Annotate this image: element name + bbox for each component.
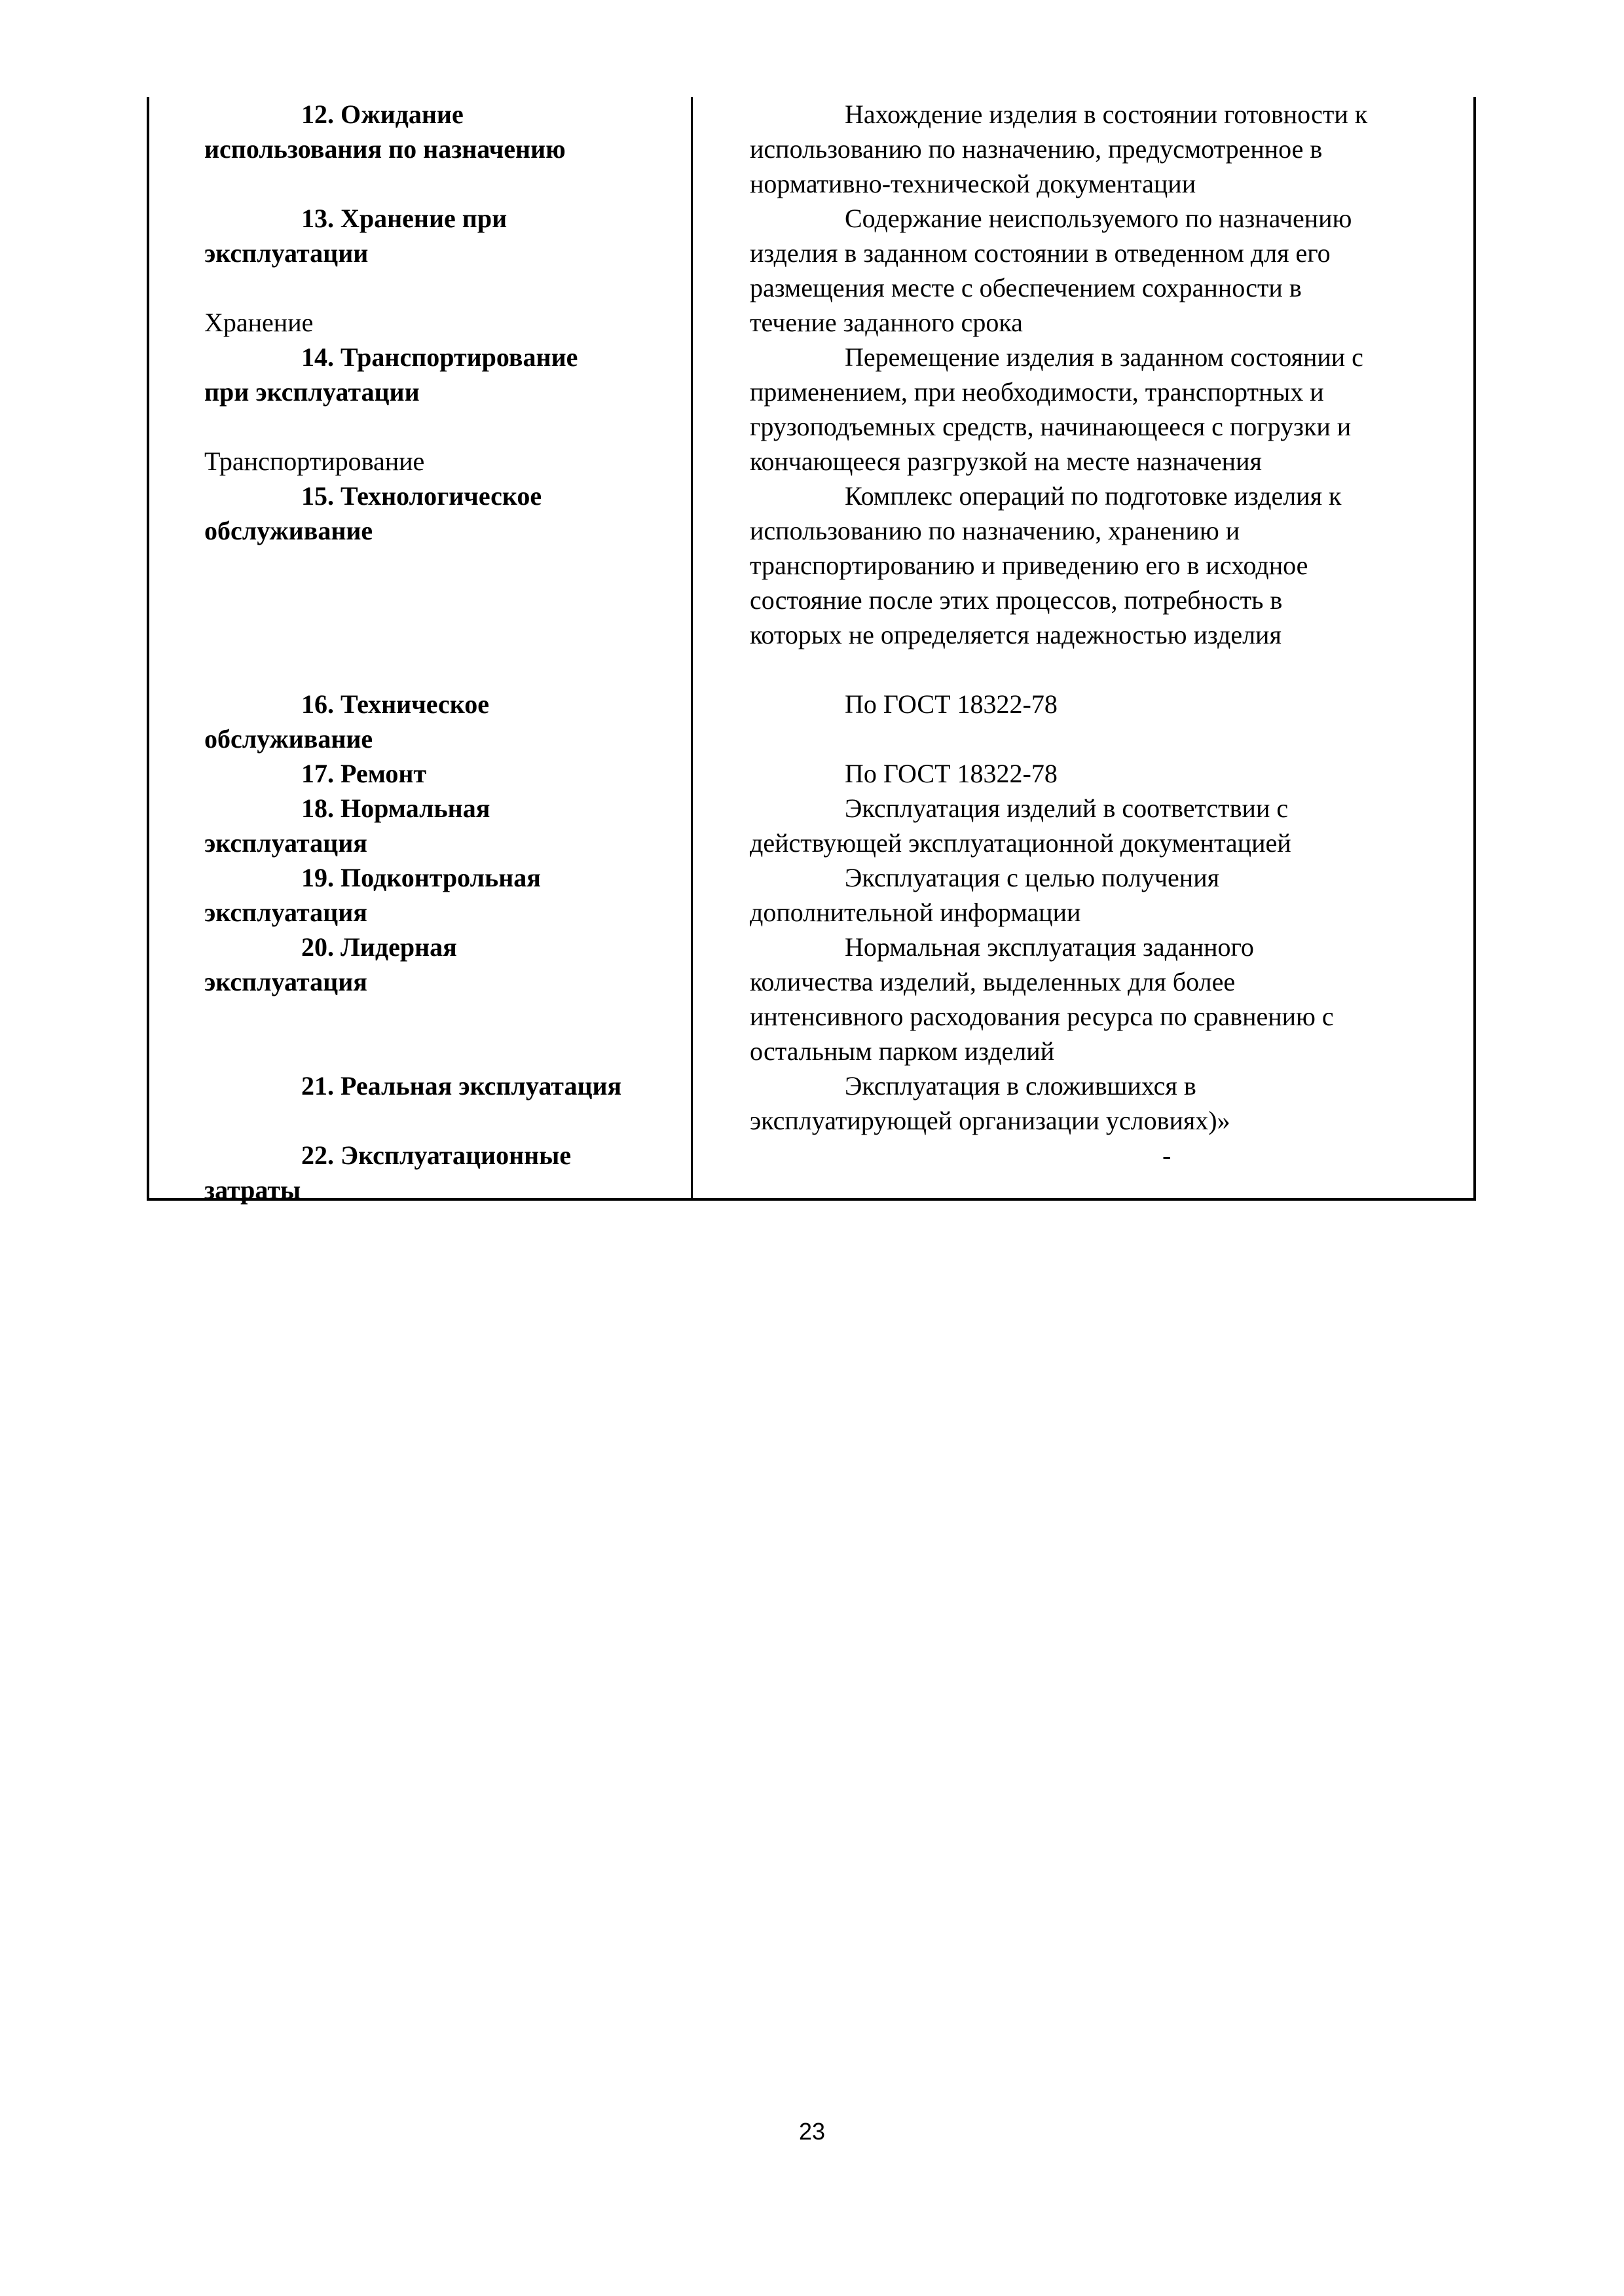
def-20-line-3: интенсивного расходования ресурса по сравнению с	[750, 1002, 1334, 1031]
def-13-line-4: течение заданного срока	[750, 308, 1023, 337]
term-13-line-2: эксплуатации	[204, 238, 369, 268]
term-12-line-2: использования по назначению	[204, 134, 566, 164]
term-14-line-1: 14. Транспортирование	[301, 342, 578, 372]
def-13-line-2: изделия в заданном состоянии в отведенном для его	[750, 238, 1331, 268]
term-16-line-1: 16. Техническое	[301, 689, 490, 719]
column-divider	[691, 97, 693, 1201]
term-15-line-1: 15. Технологическое	[301, 481, 542, 511]
def-12-line-2: использованию по назначению, предусмотренное в	[750, 134, 1323, 164]
def-20-line-4: остальным парком изделий	[750, 1036, 1055, 1066]
def-17-line-1: По ГОСТ 18322-78	[845, 759, 1058, 788]
def-15-line-4: состояние после этих процессов, потребность в	[750, 585, 1283, 615]
page-number: 23	[798, 2118, 826, 2145]
def-14-line-2: применением, при необходимости, транспортных и	[750, 377, 1324, 407]
def-12-line-1: Нахождение изделия в состоянии готовности к	[845, 100, 1368, 129]
def-21-line-2: эксплуатирующей организации условиях)»	[750, 1106, 1230, 1135]
def-15-line-5: которых не определяется надежностью изделия	[750, 620, 1282, 649]
term-18-line-1: 18. Нормальная	[301, 793, 490, 823]
def-18-line-2: действующей эксплуатационной документацией	[750, 828, 1291, 858]
term-14-line-2: при эксплуатации	[204, 377, 420, 407]
def-20-line-2: количества изделий, выделенных для более	[750, 967, 1236, 996]
term-17-line-1: 17. Ремонт	[301, 759, 427, 788]
term-20-line-2: эксплуатация	[204, 967, 367, 996]
def-14-line-4: кончающееся разгрузкой на месте назначения	[750, 446, 1262, 476]
def-15-line-2: использованию по назначению, хранению и	[750, 516, 1240, 545]
def-13-line-1: Содержание неиспользуемого по назначению	[845, 204, 1352, 233]
term-18-line-2: эксплуатация	[204, 828, 367, 858]
def-19-line-2: дополнительной информации	[750, 898, 1081, 927]
term-13-line-1: 13. Хранение при	[301, 204, 507, 233]
def-20-line-1: Нормальная эксплуатация заданного	[845, 932, 1254, 962]
term-14-alias: Транспортирование	[204, 446, 425, 476]
def-13-line-3: размещения месте с обеспечением сохранности в	[750, 273, 1302, 302]
term-15-line-2: обслуживание	[204, 516, 373, 545]
def-21-line-1: Эксплуатация в сложившихся в	[845, 1071, 1196, 1101]
def-19-line-1: Эксплуатация с целью получения	[845, 863, 1220, 892]
term-22-line-1: 22. Эксплуатационные	[301, 1140, 572, 1170]
term-19-line-1: 19. Подконтрольная	[301, 863, 541, 892]
term-16-line-2: обслуживание	[204, 724, 373, 754]
term-22-line-2: затраты	[204, 1175, 301, 1205]
term-21-line-1: 21. Реальная эксплуатация	[301, 1071, 622, 1101]
def-14-line-3: грузоподъемных средств, начинающееся с погрузки и	[750, 412, 1352, 441]
term-19-line-2: эксплуатация	[204, 898, 367, 927]
def-16-line-1: По ГОСТ 18322-78	[845, 689, 1058, 719]
def-12-line-3: нормативно-технической документации	[750, 169, 1196, 198]
def-18-line-1: Эксплуатация изделий в соответствии с	[845, 793, 1289, 823]
def-15-line-1: Комплекс операций по подготовке изделия к	[845, 481, 1342, 511]
term-20-line-1: 20. Лидерная	[301, 932, 457, 962]
term-13-alias: Хранение	[204, 308, 314, 337]
def-14-line-1: Перемещение изделия в заданном состоянии с	[845, 342, 1363, 372]
def-15-line-3: транспортированию и приведению его в исходное	[750, 551, 1308, 580]
def-22-dash: -	[1162, 1140, 1172, 1170]
term-12-line-1: 12. Ожидание	[301, 100, 464, 129]
